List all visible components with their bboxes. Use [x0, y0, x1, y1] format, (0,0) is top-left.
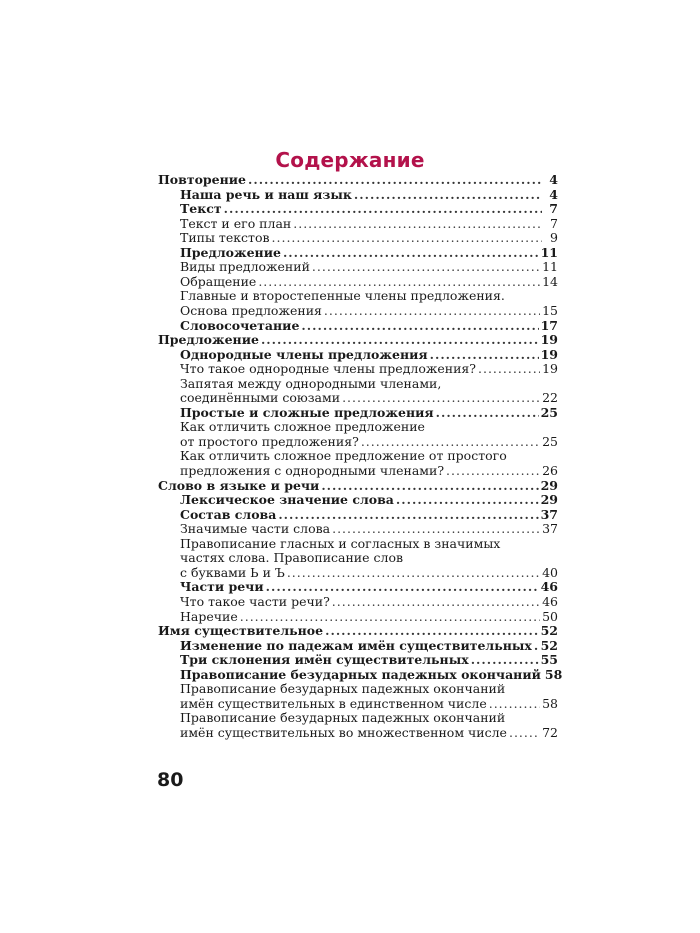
toc-entry-title: соединёнными союзами	[180, 390, 341, 406]
toc-entry-page: 4	[549, 186, 558, 202]
dot-leader	[312, 259, 540, 274]
toc-entry-page: 29	[540, 477, 558, 493]
toc-entry-page: 58	[542, 695, 558, 711]
toc-entry	[180, 507, 558, 522]
toc-entry	[180, 201, 558, 216]
dot-leader	[332, 594, 540, 609]
toc-entry	[180, 390, 558, 405]
toc-entry-page: 37	[542, 521, 558, 537]
dot-leader	[332, 521, 540, 536]
toc-entry-title: Предложение	[158, 332, 259, 348]
toc-entry	[158, 623, 558, 638]
toc-entry	[180, 259, 558, 274]
toc-entry-page: 29	[540, 492, 558, 508]
toc-entry-title: Слово в языке и речи	[158, 477, 320, 493]
toc-entry-page: 14	[542, 273, 558, 289]
toc-entry	[180, 318, 558, 333]
dot-leader	[354, 187, 542, 202]
toc-entry-title: Наречие	[180, 608, 238, 624]
toc-entry-page: 26	[542, 463, 558, 478]
toc-entry-line: Правописание безударных падежных окончаний	[180, 710, 506, 726]
dot-leader	[342, 390, 540, 405]
toc-entry-title: предложения с однородными членами?	[180, 463, 445, 478]
toc-entry-title: имён существительных в единственном числе	[180, 695, 487, 711]
dot-leader	[396, 492, 539, 507]
toc-entry-page: 11	[540, 244, 558, 260]
dot-leader	[321, 478, 538, 493]
toc-entry	[180, 725, 558, 740]
toc-entry-page: 11	[542, 259, 558, 275]
toc-entry-page: 50	[542, 608, 558, 624]
toc-entry-page: 52	[540, 637, 558, 653]
dot-leader	[489, 696, 540, 711]
page-number: 80	[157, 769, 184, 791]
toc-entry	[180, 303, 558, 318]
toc-entry-page: 55	[540, 652, 558, 668]
toc-entry	[180, 463, 558, 478]
dot-leader	[325, 623, 538, 638]
toc-entry	[180, 230, 558, 245]
dot-leader	[446, 463, 540, 478]
toc-entry-page: 4	[549, 172, 558, 187]
toc-entry-title: Простые и сложные предложения	[180, 404, 434, 420]
dot-leader	[266, 579, 539, 594]
toc-entry	[180, 434, 558, 449]
toc-entry-title: Предложение	[180, 244, 281, 260]
toc-entry	[180, 594, 558, 609]
toc-entry-title: Что такое части речи?	[180, 594, 330, 609]
toc-entry-title: Обращение	[180, 273, 257, 289]
dot-leader	[258, 274, 540, 289]
toc-entry-title: Типы текстов	[180, 230, 270, 246]
toc-entry-title: Изменение по падежам имён существительных	[180, 637, 532, 653]
dot-leader	[293, 216, 542, 231]
toc-entry	[180, 245, 558, 260]
toc-entry-title: Текст	[180, 201, 222, 217]
toc-entry-line: Правописание гласных и согласных в значимых	[180, 535, 501, 551]
dot-leader	[301, 318, 538, 333]
toc-entry-page: 46	[540, 579, 558, 595]
toc-entry-page: 52	[540, 623, 558, 638]
dot-leader	[478, 361, 540, 376]
dot-leader	[240, 609, 540, 624]
toc-entry-line: Главные и второстепенные члены предложения.	[180, 288, 505, 304]
toc-entry-title: Лексическое значение слова	[180, 492, 394, 508]
toc-entry-title: Однородные члены предложения	[180, 346, 428, 362]
toc-entry	[180, 492, 558, 507]
toc-entry-title: Повторение	[158, 172, 246, 187]
toc-entry	[158, 172, 558, 187]
dot-leader	[324, 303, 540, 318]
toc-entry-page: 25	[540, 404, 558, 420]
toc-entry-title: Словосочетание	[180, 317, 300, 333]
toc-entry	[158, 332, 558, 347]
toc-entry	[180, 579, 558, 594]
toc-entry-line: Как отличить сложное предложение от простого	[180, 448, 507, 464]
toc-entry	[180, 652, 558, 667]
toc-entry	[158, 478, 558, 493]
dot-leader	[278, 507, 538, 522]
dot-leader	[287, 565, 540, 580]
toc-entry	[180, 565, 558, 580]
toc-entry-page: 58	[544, 666, 563, 682]
dot-leader	[224, 201, 542, 216]
dot-leader	[272, 230, 542, 245]
toc-entry-line: Как отличить сложное предложение	[180, 419, 425, 435]
toc-entry-page: 25	[542, 433, 558, 449]
toc-entry-page: 37	[540, 506, 558, 522]
toc-entry-page: 7	[550, 215, 558, 231]
toc-entry-page: 22	[542, 390, 558, 406]
toc-entry	[180, 361, 558, 376]
dot-leader	[430, 347, 539, 362]
toc-entry-title: Правописание безударных падежных окончаний	[180, 666, 541, 682]
toc-entry	[180, 187, 558, 202]
toc-entry-title: Части речи	[180, 579, 264, 595]
toc-entry-title: Виды предложений	[180, 259, 310, 275]
toc-entry-title: имён существительных во множественном числе	[180, 724, 507, 740]
toc-entry-page: 19	[540, 346, 558, 362]
toc-entry-page: 17	[540, 317, 558, 333]
toc-entry	[180, 696, 558, 711]
toc-entry-page: 72	[542, 724, 558, 740]
toc-entry-title: Значимые части слова	[180, 521, 331, 537]
toc-entry-title: с буквами Ь и Ъ	[180, 564, 285, 580]
dot-leader	[436, 405, 539, 420]
toc-entry	[180, 274, 558, 289]
dot-leader	[261, 332, 539, 347]
toc-entry-title: Наша речь и наш язык	[180, 186, 352, 202]
toc-entry-page: 9	[550, 230, 558, 246]
page-title: Содержание	[275, 148, 425, 172]
dot-leader	[471, 652, 539, 667]
toc-entry-title: Текст и его план	[180, 215, 292, 231]
toc-entry-page: 46	[542, 594, 558, 609]
toc-entry-line: Запятая между однородными членами,	[180, 375, 442, 391]
toc-entry	[180, 666, 563, 682]
toc-entry-title: Что такое однородные члены предложения?	[180, 361, 477, 377]
toc-entry-page: 15	[542, 303, 558, 318]
toc-entry-title: Три склонения имён существительных	[180, 652, 469, 668]
dot-leader	[248, 172, 542, 187]
toc-entry	[180, 216, 558, 231]
toc-entry-page: 19	[542, 361, 558, 377]
toc-entry-title: Имя существительное	[158, 623, 324, 638]
toc-entry-page: 7	[549, 201, 558, 217]
toc-entry-line: Правописание безударных падежных окончаний	[180, 681, 506, 697]
toc-entry	[180, 347, 558, 362]
dot-leader	[283, 245, 539, 260]
toc-entry	[180, 521, 558, 536]
toc-entry-page: 40	[542, 564, 558, 580]
toc-entry-title: от простого предложения?	[180, 433, 359, 449]
toc-entry-title: Основа предложения	[180, 303, 322, 318]
toc-entry-line: частях слова. Правописание слов	[180, 550, 404, 566]
dot-leader	[361, 434, 540, 449]
dot-leader	[534, 638, 539, 653]
toc-entry	[180, 405, 558, 420]
toc-entry-page: 19	[540, 332, 558, 348]
toc-entry	[180, 638, 558, 653]
toc-entry	[180, 609, 558, 624]
toc-entry-title: Состав слова	[180, 506, 277, 522]
dot-leader	[509, 725, 540, 740]
